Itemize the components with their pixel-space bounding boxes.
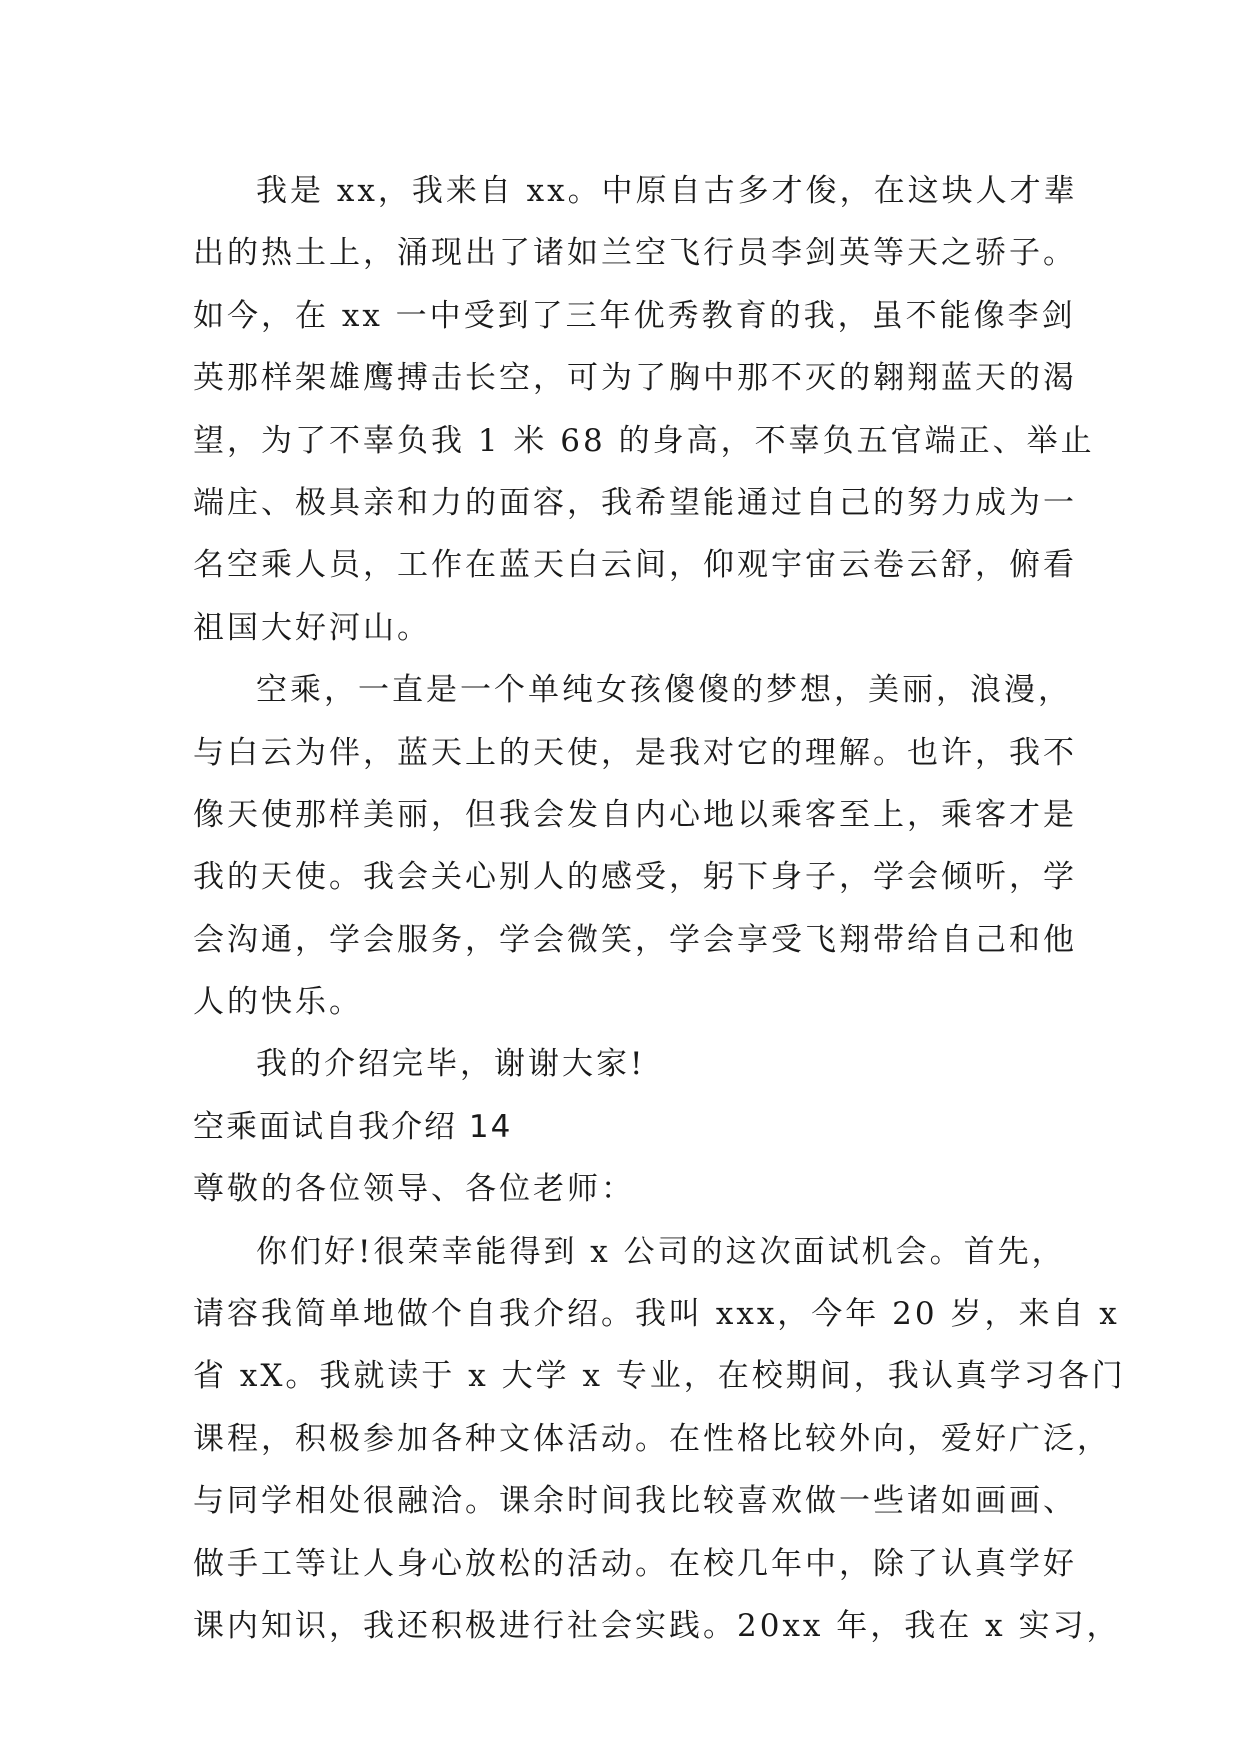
text-line: 我是 xx，我来自 xx。中原自古多才俊，在这块人才辈	[256, 173, 1078, 209]
text-line: 我的天使。我会关心别人的感受，躬下身子，学会倾听，学	[193, 859, 1077, 896]
text-line: 你们好!很荣幸能得到 x 公司的这次面试机会。首先，	[256, 1233, 1066, 1270]
text-line: 请容我简单地做个自我介绍。我叫 xxx，今年 20 岁，来自 x	[193, 1296, 1120, 1333]
text-line: 会沟通，学会服务，学会微笑，学会享受飞翔带给自己和他	[193, 921, 1077, 958]
text-line: 课程，积极参加各种文体活动。在性格比较外向，爱好广泛，	[193, 1420, 1111, 1457]
section-heading: 空乘面试自我介绍 14	[193, 1108, 513, 1145]
text-line: 祖国大好河山。	[193, 609, 431, 646]
text-line: 与白云为伴，蓝天上的天使，是我对它的理解。也许，我不	[193, 734, 1077, 771]
text-line: 空乘，一直是一个单纯女孩傻傻的梦想，美丽，浪漫，	[256, 672, 1072, 709]
text-line: 做手工等让人身心放松的活动。在校几年中，除了认真学好	[193, 1545, 1077, 1582]
text-line: 名空乘人员，工作在蓝天白云间，仰观宇宙云卷云舒，俯看	[193, 547, 1077, 584]
text-line: 端庄、极具亲和力的面容，我希望能通过自己的努力成为一	[193, 484, 1077, 521]
text-line: 英那样架雄鹰搏击长空，可为了胸中那不灭的翱翔蓝天的渴	[193, 360, 1077, 397]
text-line: 望，为了不辜负我 1 米 68 的身高，不辜负五官端正、举止	[193, 422, 1095, 459]
text-line: 我的介绍完毕，谢谢大家!	[256, 1046, 646, 1083]
salutation-line: 尊敬的各位领导、各位老师：	[193, 1171, 635, 1208]
text-line: 省 xX。我就读于 x 大学 x 专业，在校期间，我认真学习各门	[193, 1358, 1126, 1395]
text-line: 与同学相处很融洽。课余时间我比较喜欢做一些诸如画画、	[193, 1483, 1077, 1520]
text-line: 如今，在 xx 一中受到了三年优秀教育的我，虽不能像李剑	[193, 297, 1076, 334]
document-body	[193, 160, 1126, 1657]
text-line: 课内知识，我还积极进行社会实践。20xx 年，我在 x 实习，	[193, 1607, 1121, 1644]
text-line: 出的热土上，涌现出了诸如兰空飞行员李剑英等天之骄子。	[193, 235, 1077, 272]
text-line: 人的快乐。	[193, 984, 363, 1021]
text-line: 像天使那样美丽，但我会发自内心地以乘客至上，乘客才是	[193, 796, 1077, 833]
